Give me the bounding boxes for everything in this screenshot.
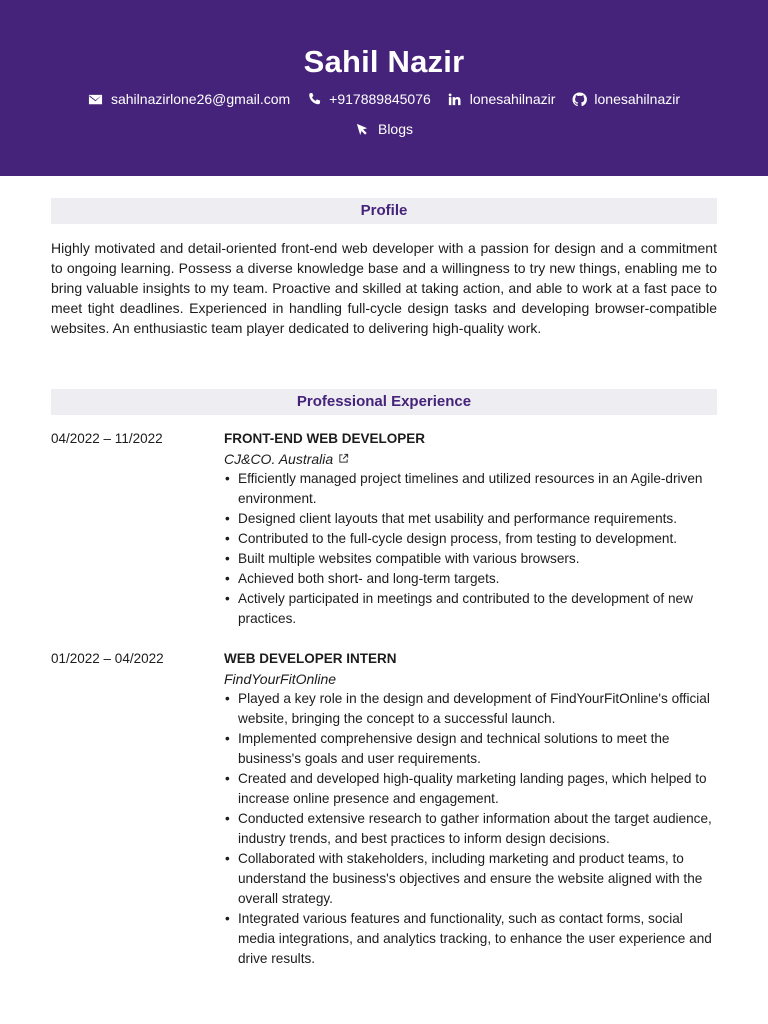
list-item: • Contributed to the full-cycle design process, from testing to development. bbox=[224, 529, 717, 549]
github-icon bbox=[571, 91, 587, 107]
email-link[interactable] bbox=[88, 91, 290, 107]
list-item: • Integrated various features and functionality, such as contact forms, social media integrations, and analytics tracking, to enhance the user experience and drive results. bbox=[224, 909, 717, 969]
job-dates: 04/2022 – 11/2022 bbox=[51, 431, 163, 446]
job-bullets bbox=[224, 469, 717, 629]
job-company[interactable] bbox=[224, 449, 717, 469]
contact-row-2 bbox=[0, 121, 768, 137]
linkedin-link[interactable] bbox=[447, 91, 556, 107]
list-item: • Designed client layouts that met usability and performance requirements. bbox=[224, 509, 717, 529]
profile-summary: Highly motivated and detail-oriented front-end web developer with a passion for design and a commitment to ongoing learning. Possess a diverse knowledge base and a willingness to try new things, enabling me to bring valuable insights to my team. Proactive and skilled at taking action, and able to work at a fast pace to meet tight deadlines. Experienced in handling full-cycle design tasks and developing browser-compatible websites. An enthusiastic team player dedicated to delivering high-quality work. bbox=[51, 240, 717, 336]
blogs-text: Blogs bbox=[377, 121, 414, 137]
job-title: FRONT-END WEB DEVELOPER bbox=[224, 431, 426, 446]
linkedin-icon bbox=[447, 91, 463, 107]
email-text: sahilnazirlone26@gmail.com bbox=[110, 91, 291, 107]
blogs-link[interactable] bbox=[355, 121, 413, 137]
phone-icon bbox=[306, 91, 322, 107]
phone-text: +917889845076 bbox=[329, 91, 431, 107]
cursor-icon bbox=[355, 121, 371, 137]
job-title: WEB DEVELOPER INTERN bbox=[224, 651, 397, 666]
list-item: • Efficiently managed project timelines and utilized resources in an Agile-driven environment. bbox=[224, 469, 717, 509]
list-item: • Implemented comprehensive design and technical solutions to meet the business's goals and user requirements. bbox=[224, 729, 717, 769]
job-details bbox=[224, 429, 717, 629]
job-bullets bbox=[224, 689, 717, 969]
mail-icon bbox=[88, 91, 104, 107]
github-text: lonesahilnazir bbox=[594, 91, 680, 107]
company-name: CJ&CO. Australia bbox=[224, 451, 334, 467]
candidate-name: Sahil Nazir bbox=[303, 44, 465, 79]
github-link[interactable] bbox=[571, 91, 680, 107]
list-item: • Built multiple websites compatible with various browsers. bbox=[224, 549, 717, 569]
list-item: • Played a key role in the design and development of FindYourFitOnline's official website, bringing the concept to a successful launch. bbox=[224, 689, 717, 729]
experience-heading: Professional Experience bbox=[51, 389, 717, 415]
job-dates: 01/2022 – 04/2022 bbox=[51, 651, 164, 666]
phone-link[interactable] bbox=[306, 91, 431, 107]
list-item: • Actively participated in meetings and contributed to the development of new practices. bbox=[224, 589, 717, 629]
contact-row bbox=[0, 91, 768, 107]
list-item: • Collaborated with stakeholders, including marketing and product teams, to understand the business's objectives and ensure the website aligned with the overall strategy. bbox=[224, 849, 717, 909]
profile-heading: Profile bbox=[51, 198, 717, 224]
job-details bbox=[224, 649, 717, 969]
resume-header bbox=[0, 0, 768, 176]
list-item: • Achieved both short- and long-term targets. bbox=[224, 569, 717, 589]
external-link-icon[interactable] bbox=[338, 453, 350, 465]
list-item: • Conducted extensive research to gather information about the target audience, industry trends, and best practices to inform design decisions. bbox=[224, 809, 717, 849]
linkedin-text: lonesahilnazir bbox=[469, 91, 556, 107]
list-item: • Created and developed high-quality marketing landing pages, which helped to increase online presence and engagement. bbox=[224, 769, 717, 809]
job-company bbox=[224, 669, 717, 689]
company-name: FindYourFitOnline bbox=[224, 671, 337, 687]
